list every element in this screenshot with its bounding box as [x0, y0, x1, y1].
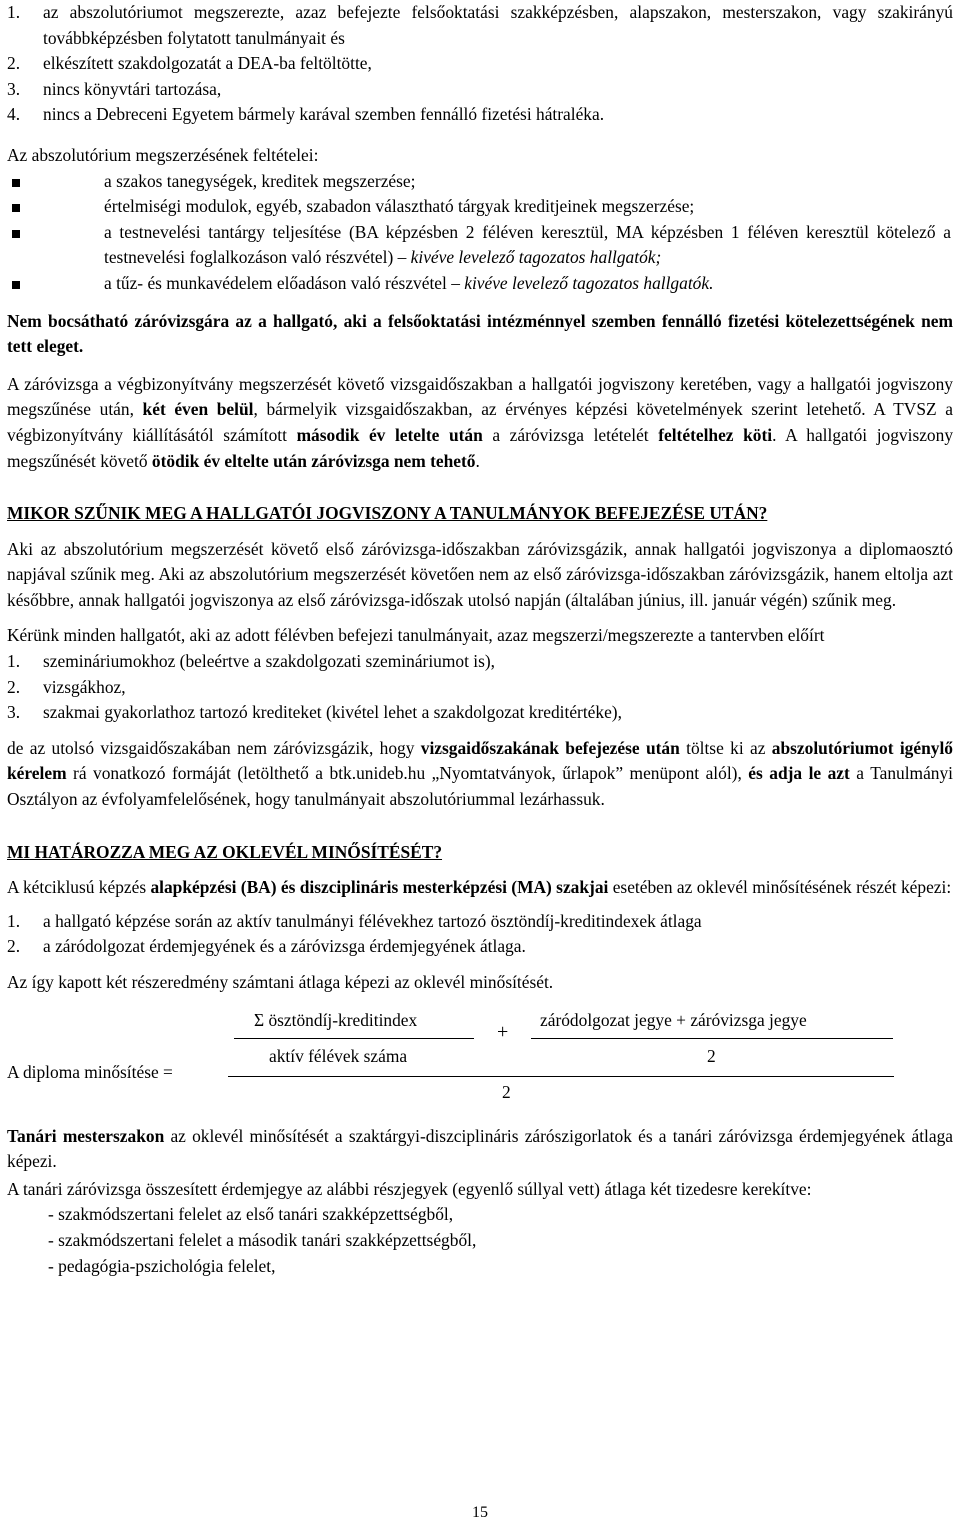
teacher-paragraph: Tanári mesterszakon az oklevél minősítését a szaktárgyi-diszciplináris zárószigorlatok és a tanári záróvizsga érdemjegyének átlaga képezi. — [7, 1125, 953, 1172]
formula-denominator-2: 2 — [707, 1045, 716, 1066]
conditions-intro: Az abszolutórium megszerzésének feltételei: — [7, 144, 319, 165]
diploma-components-list — [7, 909, 953, 960]
list-item: 2. elkészített szakdolgozatát a DEA-ba feltöltötte, — [7, 53, 372, 74]
request-intro: Kérünk minden hallgatót, aki az adott félévben befejezi tanulmányait, azaz megszerzi/megszerezte a tantervben előírt — [7, 625, 825, 646]
diploma-formula — [7, 1008, 953, 1124]
list-item: a testnevelési tantárgy teljesítése (BA képzésben 2 féléven keresztül, MA képzésben 1 féléven keresztül kötelező a testnevelési foglalkozáson való részvétel) – kivéve levelező tagozatos hallgatók; — [8, 220, 953, 271]
diploma-intro: A kétciklusú képzés alapképzési (BA) és diszciplináris mesterképzési (MA) szakjai esetében az oklevél minősítésének részét képezi: — [7, 877, 952, 898]
list-item: értelmiségi modulok, egyéb, szabadon választható tárgyak kreditjeinek megszerzése; — [8, 194, 953, 220]
formula-plus: + — [497, 1020, 509, 1043]
square-bullet-icon — [12, 230, 20, 238]
list-item: 1. szemináriumokhoz (beleértve a szakdolgozati szemináriumot is), — [7, 651, 495, 672]
formula-numerator-1: Σ ösztöndíj-kreditindex — [254, 1009, 418, 1030]
square-bullet-icon — [12, 281, 20, 289]
square-bullet-icon — [12, 204, 20, 212]
formula-denominator-1: aktív félévek száma — [269, 1045, 408, 1066]
request-list — [7, 649, 953, 726]
exam-paragraph: A záróvizsga a végbizonyítvány megszerzését követő vizsgaidőszakban a hallgatói jogviszony keretében, vagy a hallgatói jogviszony megszűnése után, két éven belül, bármelyik vizsgaidőszakban, az érvényes képzési követelmények szerint letehető. A TVSZ a végbizonyítvány kiállításától számított második év letelte után a záróvizsga letételét feltételhez köti. A hallgatói jogviszony megszűnését követő ötödik év eltelte után záróvizsga nem tehető. — [7, 373, 954, 471]
list-item: a szakos tanegységek, kreditek megszerzése; — [8, 169, 953, 195]
completion-conditions-list — [7, 0, 953, 128]
request-paragraph: de az utolsó vizsgaidőszakában nem záróvizsgázik, hogy vizsgaidőszakának befejezése után töltse ki az abszolutóriumot igénylő kérelem rá vonatkozó formáját (letölthető a btk.unideb.hu „Nyomtatványok, űrlapok” menüpont alól), és adja le azt a Tanulmányi Osztályon az évfolyamfelelősének, hogy tanulmányait abszolutóriummal lezárhassuk. — [7, 737, 954, 810]
fraction-line — [234, 1038, 474, 1039]
list-item: - szakmódszertani felelet az első tanári szakképzettségből, — [48, 1204, 454, 1225]
page-number: 15 — [472, 1504, 488, 1521]
list-item: 1. az abszolutóriumot megszerezte, azaz befejezte felsőoktatási szakképzésben, alapszakon, mesterszakon, vagy szakirányú továbbképzésben folytatott tanulmányait és — [7, 2, 953, 48]
list-item: - pedagógia-pszichológia felelet, — [48, 1255, 276, 1276]
termination-paragraph: Aki az abszolutórium megszerzését követő első záróvizsga-időszakban záróvizsgázik, annak hallgatói jogviszonya a diplomaosztó napjával szűnik meg. Aki az abszolutórium megszerzését követően nem az első záróvizsga-időszakban záróvizsgázik, hanem eltolja azt későbbre, annak hallgatói jogviszonya az első záróvizsga-időszak utolsó napján (általában június, ill. január végén) szűnik meg. — [7, 538, 953, 610]
list-item: 2. a záródolgozat érdemjegyének és a záróvizsga érdemjegyének átlaga. — [7, 936, 526, 957]
formula-lhs: A diploma minősítése = — [7, 1061, 173, 1082]
list-item: a tűz- és munkavédelem előadáson való részvétel – kivéve levelező tagozatos hallgatók. — [8, 271, 953, 297]
average-sentence: Az így kapott két részeredmény számtani átlaga képezi az oklevél minősítését. — [7, 972, 554, 992]
list-item: - szakmódszertani felelet a második tanári szakképzettségből, — [48, 1229, 477, 1250]
section-heading-diploma: MI HATÁROZZA MEG AZ OKLEVÉL MINŐSÍTÉSÉT? — [7, 841, 443, 862]
fraction-line — [531, 1038, 893, 1039]
list-item: 3. szakmai gyakorlathoz tartozó krediteket (kivétel lehet a szakdolgozat kreditértéke), — [7, 702, 622, 723]
formula-outer-denominator: 2 — [502, 1081, 511, 1102]
list-item: 4. nincs a Debreceni Egyetem bármely karával szemben fennálló fizetési hátraléka. — [7, 104, 605, 125]
conditions-bullet-list — [7, 169, 953, 297]
teacher-exam-intro: A tanári záróvizsga összesített érdemjegye az alábbi részjegyek (egyenlő súllyal vett) átlaga két tizedesre kerekítve: — [7, 1178, 812, 1199]
list-item: 3. nincs könyvtári tartozása, — [7, 78, 222, 99]
teacher-exam-list — [7, 1202, 953, 1279]
list-item: 2. vizsgákhoz, — [7, 676, 126, 697]
list-item: 1. a hallgató képzése során az aktív tanulmányi félévekhez tartozó ösztöndíj-kreditindexek átlaga — [7, 910, 702, 931]
section-heading-termination: MIKOR SZŰNIK MEG A HALLGATÓI JOGVISZONY A TANULMÁNYOK BEFEJEZÉSE UTÁN? — [7, 503, 768, 524]
main-fraction-line — [228, 1076, 894, 1077]
square-bullet-icon — [12, 179, 20, 187]
formula-numerator-2: záródolgozat jegye + záróvizsga jegye — [540, 1009, 807, 1030]
not-admitted-notice: Nem bocsátható záróvizsgára az a hallgató, aki a felsőoktatási intézménnyel szemben fennálló fizetési kötelezettségének nem tett eleget. — [7, 310, 953, 357]
